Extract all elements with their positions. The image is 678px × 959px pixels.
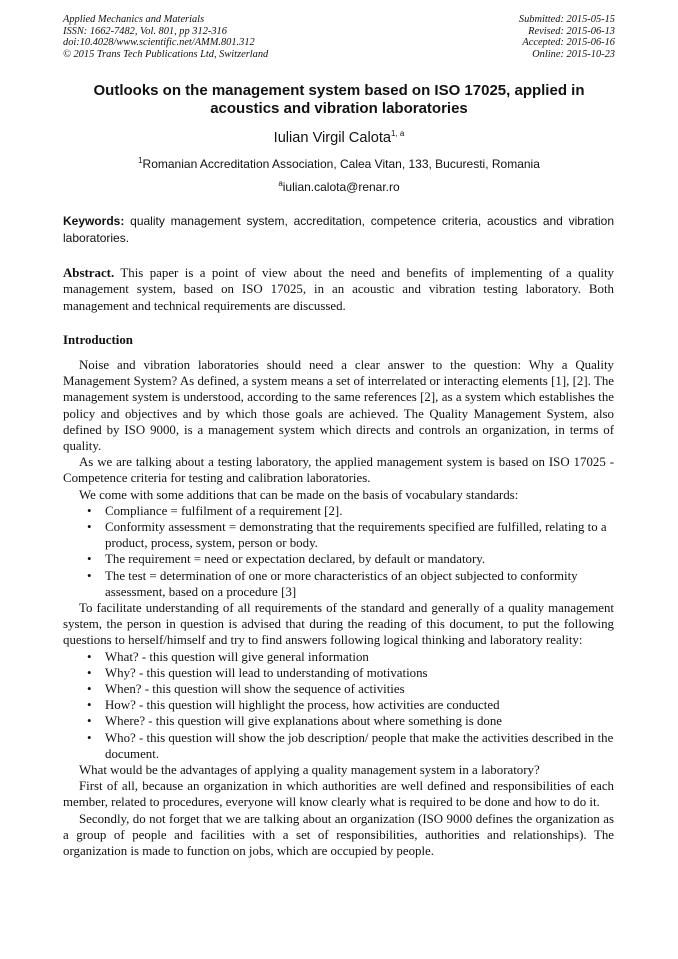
journal-copyright: © 2015 Trans Tech Publications Ltd, Switzerland <box>63 48 269 60</box>
author-email <box>60 180 618 194</box>
list-item: • Who? - this question will show the job description/ people that make the activities described in the document. <box>87 730 614 761</box>
paragraph: What would be the advantages of applying a quality management system in a laboratory? <box>79 763 540 778</box>
author-superscript: 1, a <box>391 129 405 139</box>
paragraph: Secondly, do not forget that we are talking about an organization (ISO 9000 defines the organization as a group of people and facilities with a set of responsibilities, authorities and relationships). The organization is made to function on jobs, which are occupied by people. <box>63 811 614 859</box>
date-revised: Revised: 2015-06-13 <box>528 25 615 37</box>
abstract <box>63 265 614 314</box>
bullet-icon: • <box>87 698 92 713</box>
paragraph: To facilitate understanding of all requirements of the standard and generally of a quality management system, the person in question is advised that during the reading of this document, to put the following questions to herself/himself and try to find answers following logical thinking and laboratory reality: <box>63 601 614 648</box>
bullet-icon: • <box>87 503 92 518</box>
journal-header-right <box>519 14 615 60</box>
list-item: • How? - this question will highlight the process, how activities are conducted <box>87 698 500 713</box>
date-submitted: Submitted: 2015-05-15 <box>518 14 615 25</box>
bullet-icon: • <box>87 649 92 664</box>
paragraph: As we are talking about a testing laboratory, the applied management system is based on ISO 17025 - Competence criteria for testing and calibration laboratories. <box>63 455 614 486</box>
list-item: • When? - this question will show the sequence of activities <box>87 682 405 697</box>
list-item: • What? - this question will give general information <box>87 649 369 664</box>
affiliation-superscript: 1 <box>138 156 143 165</box>
bullet-icon: • <box>87 665 92 680</box>
section-heading-introduction: Introduction <box>63 333 133 347</box>
list-item: • Why? - this question will lead to understanding of motivations <box>87 665 428 680</box>
list-item: • Conformity assessment = demonstrating that the requirements specified are fulfilled, relating to a product, process, system, person or body. <box>87 520 607 551</box>
definitions-list <box>63 503 614 600</box>
affiliation <box>60 157 618 171</box>
date-accepted: Accepted: 2015-06-16 <box>522 37 615 49</box>
introduction-body <box>63 357 614 859</box>
paragraph: We come with some additions that can be made on the basis of vocabulary standards: <box>79 487 519 502</box>
list-item: • Compliance = fulfilment of a requirement [2]. <box>87 503 343 518</box>
questions-list <box>63 649 614 762</box>
bullet-icon: • <box>87 714 92 729</box>
affiliation-text: Romanian Accreditation Association, Calea Vitan, 133, Bucuresti, Romania <box>142 157 540 171</box>
keywords-text: quality management system, accreditation, competence criteria, acoustics and vibration laboratories. <box>63 214 614 245</box>
list-item: • The requirement = need or expectation declared, by default or mandatory. <box>87 552 486 567</box>
keywords <box>63 213 614 246</box>
keywords-label: Keywords: <box>63 214 125 228</box>
journal-header-left <box>63 14 268 60</box>
bullet-icon: • <box>87 520 92 535</box>
list-item: • Where? - this question will give explanations about where something is done <box>87 714 503 729</box>
abstract-text: This paper is a point of view about the need and benefits of implementing of a quality management system, based on ISO 17025, in an acoustic and vibration testing laboratory. Both management and technical requirements are discussed. <box>63 266 614 313</box>
author-line <box>60 130 618 146</box>
journal-name: Applied Mechanics and Materials <box>63 14 205 25</box>
bullet-icon: • <box>87 682 92 697</box>
journal-doi: doi:10.4028/www.scientific.net/AMM.801.312 <box>63 37 255 49</box>
bullet-icon: • <box>87 730 92 745</box>
bullet-icon: • <box>87 552 92 567</box>
email-superscript: a <box>278 179 283 188</box>
author-name: Iulian Virgil Calota <box>273 130 391 146</box>
journal-issn: ISSN: 1662-7482, Vol. 801, pp 312-316 <box>63 25 227 37</box>
paragraph: Noise and vibration laboratories should need a clear answer to the question: Why a Quality Management System? As defined, a system means a set of interrelated or interacting elements [1], [2]. The management system is understood, according to the same references [2], as a system which establishes the policy and objectives and by which those goals are achieved. The Quality Management System, also defined by ISO 9000, is a management system which directs and controls an organization, in terms of quality. <box>63 358 614 454</box>
abstract-label: Abstract. <box>63 266 115 280</box>
date-online: Online: 2015-10-23 <box>532 48 615 60</box>
paragraph: First of all, because an organization in which authorities are well defined and responsibilities of each member, related to procedures, everyone will know clearly what is required to be done and how to do it. <box>63 779 614 810</box>
paper-title: Outlooks on the management system based on ISO 17025, applied in acoustics and vibration laboratories <box>93 82 585 117</box>
bullet-icon: • <box>87 568 92 583</box>
email-text: iulian.calota@renar.ro <box>282 180 400 194</box>
list-item: • The test = determination of one or more characteristics of an object subjected to conformity assessment, based on a procedure [3] <box>87 568 578 599</box>
